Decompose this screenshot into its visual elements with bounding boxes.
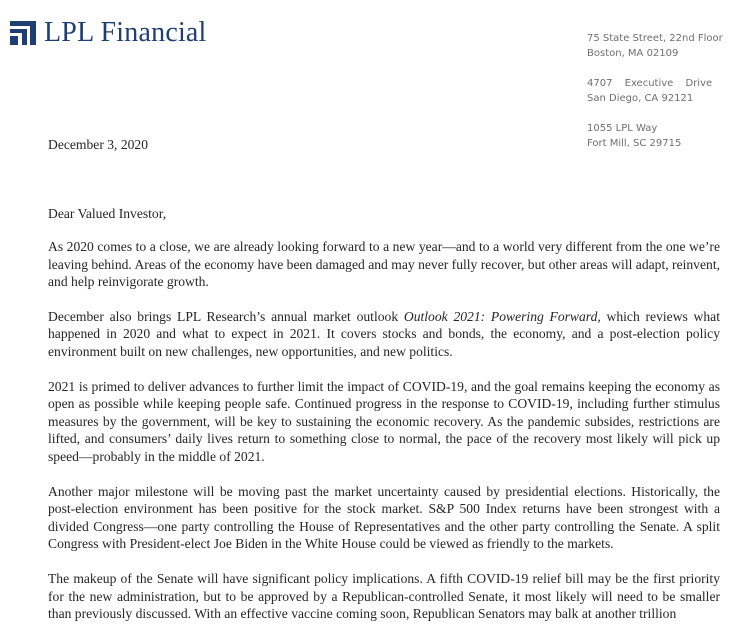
address-line: 1055 LPL Way	[587, 123, 658, 134]
letter-date: December 3, 2020	[48, 137, 149, 152]
lpl-logo-mark-icon	[10, 21, 36, 45]
company-name: LPL Financial	[44, 17, 207, 48]
paragraph: 2021 is primed to deliver advances to further limit the impact of COVID-19, and the goal remains keeping the economy as open as possible while keeping people safe. Continued progress in the response to COVID-19, including further stimulus measures by the government, will be key to sustaining the economic recovery. As the pandemic subsides, restrictions are lifted, and consumers’ daily lives return to something close to normal, the pace of the recovery most likely will pick up speed—probably in the middle of 2021.	[48, 378, 720, 464]
paragraph: The makeup of the Senate will have significant policy implications. A fifth COVID-19 relief bill may be the first priority for the new administration, but to be approved by a Republican-controlled Senate, it most likely will need to be smaller than previously discussed. With an effective vaccine coming soon, Republican Senators may balk at another trillion	[48, 570, 720, 622]
address-line: San Diego, CA 92121	[587, 93, 694, 104]
address-line: Fort Mill, SC 29715	[587, 138, 682, 149]
paragraph: Another major milestone will be moving past the market uncertainty caused by presidential elections. Historically, the post-election environment has been positive for the stock market. S&P 500 Index returns have been strongest with a divided Congress—one party controlling the House of Representatives and the other party controlling the Senate. A split Congress with President-elect Joe Biden in the White House could be viewed as friendly to the markets.	[48, 483, 720, 552]
address-line: Boston, MA 02109	[587, 48, 679, 59]
paragraph-text: December also brings LPL Research’s annual market outlook	[48, 308, 404, 324]
address-boston	[587, 31, 723, 61]
publication-title: Outlook 2021: Powering Forward,	[403, 308, 601, 324]
company-logo	[10, 18, 207, 48]
paragraph	[48, 308, 720, 361]
letter-body	[48, 238, 720, 640]
address-san-diego	[587, 76, 723, 106]
paragraph: As 2020 comes to a close, we are already looking forward to a new year—and to a world very different from the one we’re leaving behind. Areas of the economy have been damaged and may never fully recover, but other areas will adapt, reinvent, and help reinvigorate growth.	[48, 239, 720, 290]
paragraph-text: which reviews what happened in 2020 and what to expect in 2021. It covers stocks and bonds, the economy, and a post-election policy environment built on new challenges, new opportunities, and new politics.	[48, 308, 720, 359]
letter-greeting: Dear Valued Investor,	[48, 206, 167, 221]
address-line: 75 State Street, 22nd Floor	[587, 33, 723, 44]
address-line: 4707 Executive Drive	[587, 78, 713, 89]
